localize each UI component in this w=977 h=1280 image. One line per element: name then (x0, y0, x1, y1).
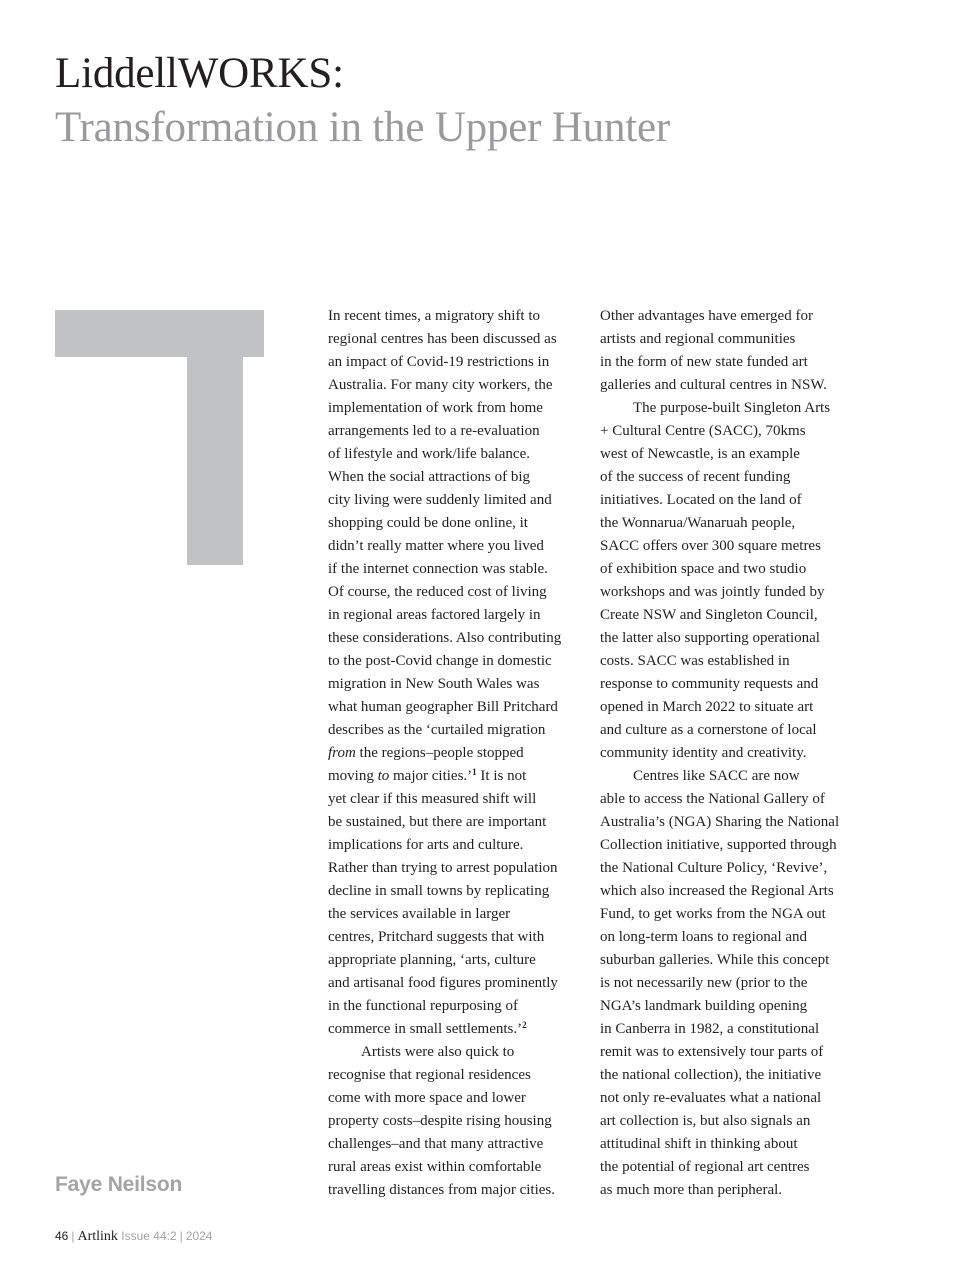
text-run: is not necessarily new (prior to the (600, 975, 808, 991)
text-line (328, 420, 580, 443)
text-line (600, 1041, 862, 1064)
text-line (328, 351, 580, 374)
text-line (328, 443, 580, 466)
footer-separator: | (71, 1229, 75, 1243)
text-run: implications for arts and culture. (328, 837, 524, 853)
text-run: Australia’s (NGA) Sharing the National (600, 814, 840, 830)
text-line (328, 604, 580, 627)
text-run: centres, Pritchard suggests that with (328, 929, 545, 945)
text-line (600, 1156, 862, 1179)
text-run: community identity and creativity. (600, 745, 807, 761)
text-run: what human geographer Bill Pritchard (328, 699, 558, 715)
text-line (600, 1179, 862, 1202)
text-run: Centres like SACC are now (633, 768, 800, 784)
text-run: implementation of work from home (328, 400, 543, 416)
text-run: describes as the ‘curtailed migration (328, 722, 546, 738)
text-line (600, 650, 862, 673)
text-line (328, 489, 580, 512)
text-line (600, 604, 862, 627)
text-line (328, 1018, 580, 1041)
text-line (328, 1179, 580, 1202)
text-run: west of Newcastle, is an example (600, 446, 800, 462)
text-run: which also increased the Regional Arts (600, 883, 834, 899)
text-line (328, 972, 580, 995)
text-line (600, 949, 862, 972)
text-run: the regions–people stopped (355, 745, 524, 761)
text-line (328, 650, 580, 673)
text-line (600, 512, 862, 535)
text-line (600, 811, 862, 834)
text-line (600, 995, 862, 1018)
text-run: In recent times, a migratory shift to (328, 308, 541, 324)
text-line (328, 1156, 580, 1179)
text-run: + Cultural Centre (SACC), 70kms (600, 423, 806, 439)
text-run: SACC offers over 300 square metres (600, 538, 821, 554)
text-line (600, 466, 862, 489)
text-line (600, 1064, 862, 1087)
text-line (600, 374, 862, 397)
text-run: property costs–despite rising housing (328, 1113, 552, 1129)
text-run: Of course, the reduced cost of living (328, 584, 547, 600)
text-run: Fund, to get works from the NGA out (600, 906, 826, 922)
text-line (600, 742, 862, 765)
text-line (328, 926, 580, 949)
page-footer (55, 1229, 212, 1245)
text-run: galleries and cultural centres in NSW. (600, 377, 827, 393)
issue-number: Issue 44:2 (121, 1229, 177, 1243)
text-line (600, 581, 862, 604)
text-line (328, 581, 580, 604)
issue-year: 2024 (185, 1229, 213, 1243)
text-run: the potential of regional art centres (600, 1159, 810, 1175)
text-line (328, 512, 580, 535)
text-line (600, 627, 862, 650)
text-run: appropriate planning, ‘arts, culture (328, 952, 536, 968)
text-run: city living were suddenly limited and (328, 492, 552, 508)
text-run: migration in New South Wales was (328, 676, 540, 692)
text-line (600, 765, 862, 788)
text-run: of the success of recent funding (600, 469, 791, 485)
text-line (600, 489, 862, 512)
text-line (328, 1110, 580, 1133)
text-run: in the functional repurposing of (328, 998, 518, 1014)
text-line (600, 696, 862, 719)
text-line (600, 443, 862, 466)
text-line (600, 926, 862, 949)
text-run: decline in small towns by replicating (328, 883, 550, 899)
text-line (600, 420, 862, 443)
text-run: art collection is, but also signals an (600, 1113, 811, 1129)
text-run: remit was to extensively tour parts of (600, 1044, 824, 1060)
text-run: moving (328, 768, 378, 784)
text-run: workshops and was jointly funded by (600, 584, 825, 600)
text-run: of lifestyle and work/life balance. (328, 446, 531, 462)
text-line (328, 719, 580, 742)
text-run: and artisanal food figures prominently (328, 975, 558, 991)
text-line (600, 880, 862, 903)
text-run: an impact of Covid-19 restrictions in (328, 354, 550, 370)
text-run: shopping could be done online, it (328, 515, 528, 531)
italic-text: from (328, 745, 356, 761)
text-run: costs. SACC was established in (600, 653, 790, 669)
text-line (328, 857, 580, 880)
text-run: regional centres has been discussed as (328, 331, 557, 347)
text-line (328, 558, 580, 581)
text-run: suburban galleries. While this concept (600, 952, 830, 968)
text-line (600, 719, 862, 742)
text-run: opened in March 2022 to situate art (600, 699, 814, 715)
drop-cap (55, 310, 264, 565)
text-line (600, 535, 862, 558)
text-run: didn’t really matter where you lived (328, 538, 544, 554)
article-subtitle: Transformation in the Upper Hunter (55, 104, 670, 151)
text-run: to the post-Covid change in domestic (328, 653, 552, 669)
text-run: Other advantages have emerged for (600, 308, 813, 324)
text-line (600, 558, 862, 581)
article-header (55, 50, 935, 152)
text-run: NGA’s landmark building opening (600, 998, 808, 1014)
text-line (600, 1087, 862, 1110)
text-line (328, 742, 580, 765)
text-run: It is not (476, 768, 527, 784)
text-run: and culture as a cornerstone of local (600, 722, 817, 738)
article-title: LiddellWORKS: (55, 50, 344, 97)
text-line (600, 788, 862, 811)
body-column-2 (600, 305, 862, 1202)
text-run: travelling distances from major cities. (328, 1182, 556, 1198)
text-run: the services available in larger (328, 906, 511, 922)
text-run: be sustained, but there are important (328, 814, 547, 830)
text-run: these considerations. Also contributing (328, 630, 562, 646)
magazine-name: Artlink (77, 1229, 118, 1244)
text-run: artists and regional communities (600, 331, 796, 347)
text-run: attitudinal shift in thinking about (600, 1136, 798, 1152)
text-run: When the social attractions of big (328, 469, 531, 485)
text-line (328, 880, 580, 903)
text-run: able to access the National Gallery of (600, 791, 825, 807)
text-line (600, 1018, 862, 1041)
text-line (328, 834, 580, 857)
text-line (600, 673, 862, 696)
text-run: major cities.’ (389, 768, 473, 784)
text-run: the national collection), the initiative (600, 1067, 822, 1083)
text-line (328, 1064, 580, 1087)
text-run: Create NSW and Singleton Council, (600, 607, 818, 623)
text-line (328, 535, 580, 558)
text-line (600, 305, 862, 328)
text-run: on long-term loans to regional and (600, 929, 808, 945)
text-line (600, 328, 862, 351)
text-line (600, 1110, 862, 1133)
body-column-1 (328, 305, 580, 1202)
text-run: arrangements led to a re-evaluation (328, 423, 540, 439)
author-byline: Faye Neilson (55, 1173, 183, 1196)
text-line (328, 1087, 580, 1110)
drop-cap-stem (187, 310, 243, 565)
text-run: rural areas exist within comfortable (328, 1159, 542, 1175)
text-line (600, 903, 862, 926)
text-run: Rather than trying to arrest population (328, 860, 558, 876)
text-line (328, 1041, 580, 1064)
text-line (328, 995, 580, 1018)
text-run: if the internet connection was stable. (328, 561, 548, 577)
text-run: in Canberra in 1982, a constitutional (600, 1021, 820, 1037)
text-line (600, 351, 862, 374)
page-number: 46 (55, 1229, 69, 1243)
text-run: the National Culture Policy, ‘Revive’, (600, 860, 828, 876)
text-run: The purpose-built Singleton Arts (633, 400, 831, 416)
text-run: in regional areas factored largely in (328, 607, 541, 623)
text-line (600, 1133, 862, 1156)
text-run: Australia. For many city workers, the (328, 377, 553, 393)
footnote-ref: 2 (522, 1020, 527, 1030)
text-run: recognise that regional residences (328, 1067, 531, 1083)
text-run: challenges–and that many attractive (328, 1136, 544, 1152)
text-run: yet clear if this measured shift will (328, 791, 537, 807)
italic-text: to (377, 768, 390, 784)
text-line (328, 305, 580, 328)
footnote-ref: 1 (472, 767, 477, 777)
text-line (328, 328, 580, 351)
text-line (328, 811, 580, 834)
text-line (328, 696, 580, 719)
text-line (328, 949, 580, 972)
text-line (600, 972, 862, 995)
text-run: come with more space and lower (328, 1090, 526, 1106)
text-run: initiatives. Located on the land of (600, 492, 802, 508)
text-run: the latter also supporting operational (600, 630, 820, 646)
text-run: Artists were also quick to (361, 1044, 515, 1060)
text-line (328, 627, 580, 650)
text-line (328, 788, 580, 811)
text-run: as much more than peripheral. (600, 1182, 783, 1198)
text-line (600, 397, 862, 420)
text-line (328, 673, 580, 696)
text-line (328, 397, 580, 420)
text-run: commerce in small settlements.’ (328, 1021, 523, 1037)
text-line (600, 857, 862, 880)
footer-separator: | (179, 1229, 183, 1243)
text-line (328, 374, 580, 397)
text-run: of exhibition space and two studio (600, 561, 807, 577)
text-run: Collection initiative, supported through (600, 837, 837, 853)
text-run: the Wonnarua/Wanaruah people, (600, 515, 796, 531)
text-run: response to community requests and (600, 676, 819, 692)
text-line (328, 466, 580, 489)
text-line (328, 765, 580, 788)
text-line (600, 834, 862, 857)
text-line (328, 903, 580, 926)
text-run: not only re-evaluates what a national (600, 1090, 822, 1106)
text-line (328, 1133, 580, 1156)
text-run: in the form of new state funded art (600, 354, 808, 370)
